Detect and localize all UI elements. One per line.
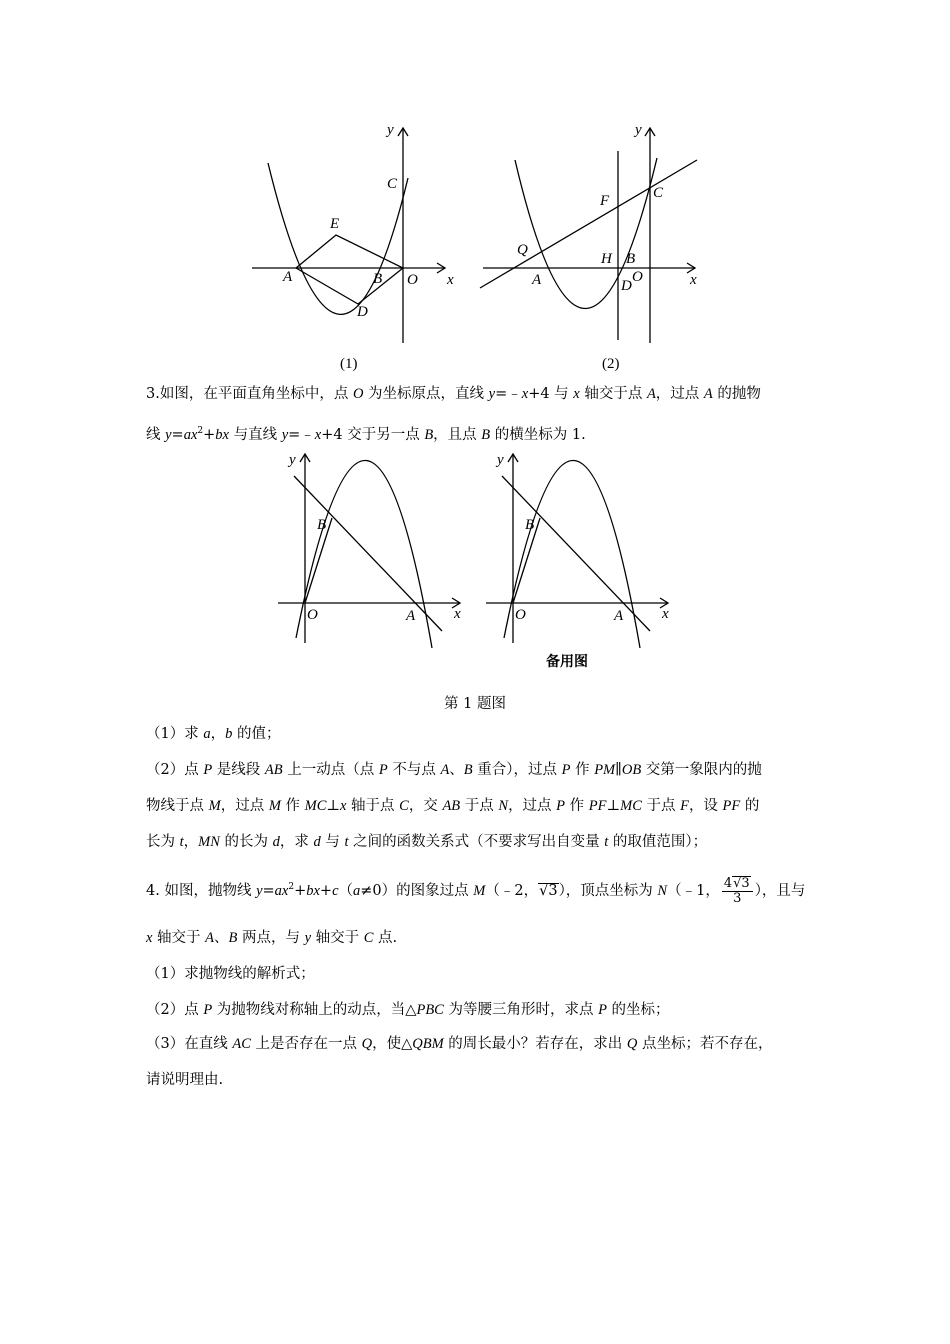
label-Q: Q bbox=[517, 242, 528, 258]
sqrt-3: √ 3 bbox=[538, 883, 558, 898]
q4-part-3-line-1: （3）在直线 AC 上是否存在一点 Q，使△QBM 的周长最小？若存在，求出 Q 点坐标；若不存在， bbox=[146, 1036, 773, 1052]
label-B: B bbox=[525, 517, 535, 533]
label-x: x bbox=[454, 606, 461, 622]
q4-line-2: x 轴交于 A、B 两点，与 y 轴交于 C 点. bbox=[146, 930, 398, 946]
label-x: x bbox=[447, 272, 454, 288]
label-O: O bbox=[307, 607, 318, 623]
figure-caption: 第 1 题图 bbox=[444, 696, 506, 712]
label-y: y bbox=[387, 122, 394, 138]
figure-2 bbox=[475, 118, 715, 378]
label-y: y bbox=[289, 452, 296, 468]
label-B: B bbox=[317, 517, 327, 533]
q3-part-1: （1）求 a，b 的值； bbox=[146, 726, 281, 742]
label-H: H bbox=[601, 251, 612, 267]
label-O: O bbox=[515, 607, 526, 623]
q4-part-1: （1）求抛物线的解析式； bbox=[146, 966, 315, 982]
q3-line-1: 3.如图，在平面直角坐标中，点 O 为坐标原点，直线 y=﹣x+4 与 x 轴交于点 A，过点 A 的抛物 bbox=[146, 386, 761, 402]
label-A: A bbox=[532, 272, 542, 288]
q4-part-3-line-2: 请说明理由. bbox=[146, 1072, 224, 1088]
figure-1-caption: (1) bbox=[340, 356, 358, 372]
label-O: O bbox=[632, 269, 643, 285]
label-A: A bbox=[283, 269, 293, 285]
label-C: C bbox=[387, 176, 398, 192]
label-A: A bbox=[614, 608, 624, 624]
label-D: D bbox=[621, 278, 632, 294]
quadrilateral-AEBD bbox=[296, 235, 403, 304]
label-B: B bbox=[626, 251, 636, 267]
label-x: x bbox=[662, 606, 669, 622]
q3-line-2: 线 $y=ax^2+bx$ 与直线 y=﹣x+4 交于另一点 B，且点 B 的横坐标为 1. bbox=[146, 426, 586, 443]
figure-2-svg bbox=[475, 118, 715, 378]
label-A: A bbox=[406, 608, 416, 624]
label-O: O bbox=[407, 272, 418, 288]
figure-4-svg bbox=[478, 448, 683, 673]
figure-3-svg bbox=[270, 448, 470, 658]
figure-1 bbox=[240, 118, 470, 378]
label-D: D bbox=[357, 304, 368, 320]
q4-part-2: （2）点 P 为抛物线对称轴上的动点，当△PBC 为等腰三角形时，求点 P 的坐标； bbox=[146, 1002, 670, 1018]
line-QC bbox=[480, 160, 697, 288]
label-y: y bbox=[635, 122, 642, 138]
label-B: B bbox=[373, 271, 383, 287]
q3-part-2-line-3: 长为 t，MN 的长为 d，求 d 与 t 之间的函数关系式（不要求写出自变量 t 的取值范围）； bbox=[146, 834, 708, 850]
figure-4-caption: 备用图 bbox=[546, 654, 588, 670]
q3-part-2-line-2: 物线于点 M，过点 M 作 MC⊥x 轴于点 C，交 AB 于点 N，过点 P 作 PF⊥MC 于点 F，设 PF 的 bbox=[146, 798, 760, 814]
label-C: C bbox=[653, 185, 664, 201]
label-x: x bbox=[690, 272, 697, 288]
figure-4 bbox=[478, 448, 683, 673]
q4-line-1: 4. 如图，抛物线 $y=ax^2+bx+c(a\ne 0)$的图象过点 M（﹣2，√ 3），顶点坐标为 N（﹣1， $\frac{4√ 3}{3}$ ），且与 bbox=[146, 872, 805, 906]
label-F: F bbox=[600, 193, 610, 209]
q3-part-2-line-1: （2）点 P 是线段 AB 上一动点（点 P 不与点 A、B 重合），过点 P 作 PM∥OB 交第一象限内的抛 bbox=[146, 762, 762, 778]
label-y: y bbox=[497, 452, 504, 468]
fraction-4sqrt3-over-3: $\frac{4√ 3}{3}$ bbox=[722, 876, 753, 906]
label-E: E bbox=[330, 216, 340, 232]
figure-2-caption: (2) bbox=[602, 356, 620, 372]
figure-1-svg bbox=[240, 118, 470, 378]
figure-3 bbox=[270, 448, 470, 658]
